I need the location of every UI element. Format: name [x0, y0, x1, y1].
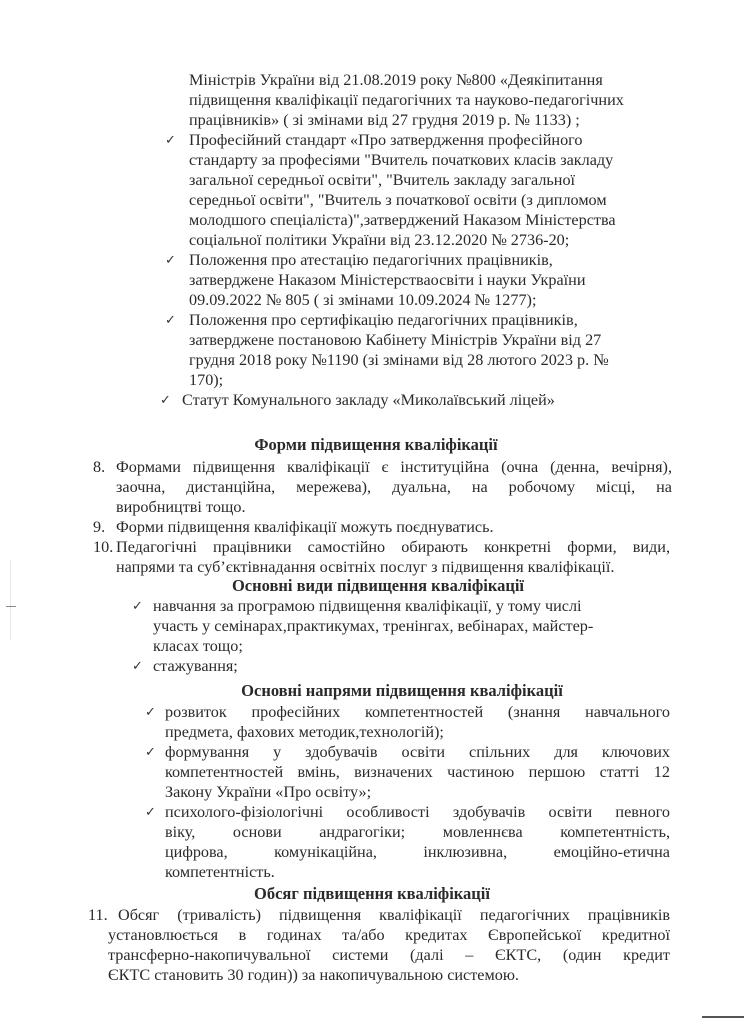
item-number-10: 10.	[93, 538, 114, 556]
legal-basis-3-line-2: затверджене постановою Кабінету Міністрів України від 27	[189, 331, 602, 349]
directions-3-line-1: психолого-фізіологічні особливості здобувачів освіти певного	[165, 803, 670, 821]
types-1-line-2: участь у семінарах,практикумах, тренінгах, вебінарах, майстер-	[153, 617, 594, 635]
directions-2-line-1: формування у здобувачів освіти спільних для ключових	[165, 743, 670, 761]
item-11-line-1: Обсяг (тривалість) підвищення кваліфікації педагогічних працівників	[118, 906, 670, 924]
item-8-line-3: виробництві тощо.	[116, 498, 246, 516]
legal-basis-1-line-4: середньої освіти", "Вчитель з початкової освіти (з дипломом	[189, 191, 607, 209]
directions-3-line-4: компетентність.	[165, 863, 275, 881]
item-8-line-2: заочна, дистанційна, мережева), дуальна, на робочому місці, на	[116, 478, 672, 496]
intro-line-3: працівників» ( зі змінами від 27 грудня 2019 р. № 1133) ;	[189, 111, 580, 129]
directions-3-line-2: віку, основи андрагогіки; мовленнєва компетентність,	[165, 823, 670, 841]
legal-basis-1-line-3: загальної середньої освіти", "Вчитель закладу загальної	[189, 171, 576, 189]
legal-basis-4-line-1: Статут Комунального закладу «Миколаївський ліцей»	[182, 391, 555, 409]
section-heading-forms: Форми підвищення кваліфікації	[254, 435, 498, 454]
types-1-line-1: навчання за програмою підвищення кваліфікації, у тому числі	[153, 597, 582, 615]
checkmark-icon: ✓	[132, 659, 143, 674]
legal-basis-1-line-2: стандарту за професіями "Вчитель початкових класів закладу	[189, 151, 614, 169]
legal-basis-1-line-5: молодшого спеціаліста)",затверджений Наказом Міністерства	[189, 211, 616, 229]
checkmark-icon: ✓	[160, 393, 171, 408]
item-11-line-2: установлюється в годинах та/або кредитах Європейської кредитної	[108, 926, 670, 944]
directions-1-line-1: розвиток професійних компетентностей (знання навчального	[165, 703, 670, 721]
checkmark-icon: ✓	[145, 705, 156, 720]
checkmark-icon: ✓	[132, 599, 143, 614]
checkmark-icon: ✓	[165, 253, 176, 268]
intro-line-2: підвищення кваліфікації педагогічних та науково-педагогічних	[189, 91, 624, 109]
item-8-line-1: Формами підвищення кваліфікації є інституційна (очна (денна, вечірня),	[116, 458, 672, 476]
directions-1-line-2: предмета, фахових методик,технологій);	[165, 723, 444, 741]
legal-basis-2-line-1: Положення про атестацію педагогічних працівників,	[189, 251, 553, 269]
item-number-8: 8.	[93, 458, 106, 476]
legal-basis-3-line-3: грудня 2018 року №1190 (зі змінами від 28 лютого 2023 р. №	[189, 351, 609, 369]
item-10-line-1: Педагогічні працівники самостійно обирають конкретні форми, види,	[116, 538, 670, 556]
section-heading-volume: Обсяг підвищення кваліфікації	[254, 884, 490, 903]
checkmark-icon: ✓	[165, 313, 176, 328]
legal-basis-1-line-1: Професійний стандарт «Про затвердження професійного	[189, 131, 583, 149]
scan-margin-mark	[6, 606, 16, 607]
item-9-line-1: Форми підвищення кваліфікації можуть поєднуватись.	[116, 518, 494, 536]
scan-corner-line	[702, 1016, 744, 1018]
scan-margin-line	[10, 560, 11, 640]
directions-3-line-3: цифрова, комунікаційна, інклюзивна, емоційно-етична	[165, 843, 670, 861]
item-10-line-2: напрями та суб’єктівнадання освітніх послуг з підвищення кваліфікації.	[116, 558, 615, 576]
directions-2-line-2: компетентностей вмінь, визначених частиною першою статті 12	[165, 763, 670, 781]
item-number-11: 11.	[88, 906, 108, 924]
item-11-line-4: ЄКТС становить 30 годин)) за накопичувальною системою.	[108, 966, 519, 984]
item-11-line-3: трансферно-накопичувальної системи (далі – ЄКТС, (один кредит	[108, 946, 670, 964]
section-heading-directions: Основні напрями підвищення кваліфікації	[241, 681, 563, 700]
intro-line-1: Міністрів України від 21.08.2019 року №800 «Деякіпитання	[189, 71, 603, 89]
checkmark-icon: ✓	[145, 745, 156, 760]
legal-basis-2-line-2: затверджене Наказом Міністерстваосвіти і науки України	[189, 271, 586, 289]
checkmark-icon: ✓	[165, 133, 176, 148]
section-heading-types: Основні види підвищення кваліфікації	[231, 576, 525, 595]
item-number-9: 9.	[93, 518, 106, 536]
checkmark-icon: ✓	[145, 805, 156, 820]
types-2-line-1: стажування;	[153, 657, 238, 675]
directions-2-line-3: Закону України «Про освіту»;	[165, 783, 372, 801]
legal-basis-3-line-4: 170);	[189, 371, 224, 389]
types-1-line-3: класах тощо;	[153, 637, 243, 655]
legal-basis-3-line-1: Положення про сертифікацію педагогічних працівників,	[189, 311, 578, 329]
legal-basis-2-line-3: 09.09.2022 № 805 ( зі змінами 10.09.2024 № 1277);	[189, 291, 537, 309]
legal-basis-1-line-6: соціальної політики України від 23.12.2020 № 2736-20;	[189, 231, 570, 249]
